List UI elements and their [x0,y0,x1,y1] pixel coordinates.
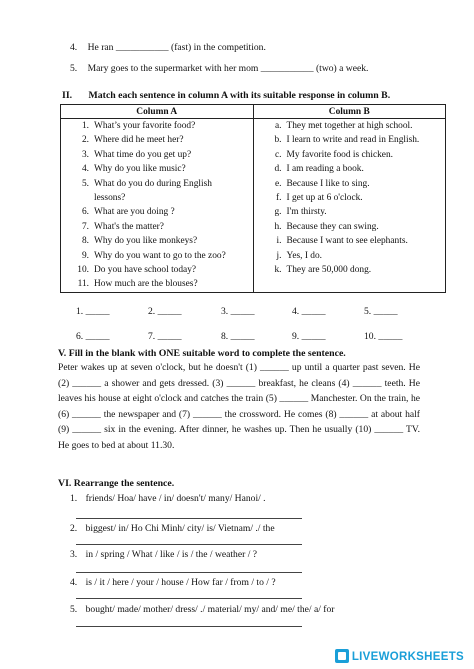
item-number: c. [274,149,282,160]
item-text: Where did he meet her? [94,135,184,146]
rearrange-item-4 [70,577,276,588]
col_a-row [67,220,253,234]
item-number [67,191,94,205]
item-number: 5. [70,604,78,615]
answer-blank-7[interactable]: 7. _____ [148,331,182,342]
section-2-roman: II. [62,90,73,101]
col_a-row [67,205,253,219]
answer-blank-10[interactable]: 10. _____ [364,331,403,342]
item-text: What’s your favorite food? [94,121,196,131]
col_b-row [260,234,446,248]
top-item-4 [70,42,266,53]
item-text: Why do you like music? [94,164,186,175]
item-number: f. [276,192,282,203]
item-number: 8. [81,236,89,247]
column-a [61,119,254,293]
item-text: Mary goes to the supermarket with her mom ___________ (two) a week. [87,63,369,74]
item-text: What do you do during English [94,178,212,189]
item-text: My favorite food is chicken. [286,149,393,160]
item-number: 4. [70,42,78,53]
col_b-row [260,119,446,133]
item-number: 7. [81,221,89,232]
item-number: 10. [77,264,89,275]
item-number: 11. [77,279,89,290]
item-text: I learn to write and read in English. [286,135,420,146]
item-number: k. [274,264,282,275]
item-number: 3. [70,549,78,560]
item-number: a. [274,121,282,131]
item-text: Do you have school today? [94,264,197,275]
answer-blank-1[interactable]: 1. _____ [76,306,110,317]
item-text: Because I like to sing. [286,178,370,189]
answer-blank-5[interactable]: 5. _____ [364,306,398,317]
answer-blank-3[interactable]: 3. _____ [221,306,255,317]
answer-blank-2[interactable]: 2. _____ [148,306,182,317]
answer-line-5[interactable] [76,626,302,627]
col_a-row [67,249,253,263]
rearrange-item-1 [70,493,266,504]
col_a-row [67,177,253,191]
answer-blank-4[interactable]: 4. _____ [292,306,326,317]
section-6-title: VI. Rearrange the sentence. [58,478,175,489]
col_b-row [260,191,446,205]
item-text: I am reading a book. [286,164,364,175]
item-number: 1. [81,121,89,131]
item-number: 5. [81,178,89,189]
item-text: friends/ Hoa/ have / in/ doesn't/ many/ Hanoi/ . [85,493,266,504]
col_b-row [260,205,446,219]
top-item-5 [70,63,368,74]
item-text: What time do you get up? [94,149,192,160]
item-text: is / it / here / your / house / How far / from / to / ? [85,577,276,588]
item-number: 2. [81,135,89,146]
column-a-header: Column A [61,105,254,119]
item-number: j. [276,250,282,261]
col_a-row [67,234,253,248]
item-text: biggest/ in/ Ho Chi Minh/ city/ is/ Vietnam/ ./ the [85,523,275,534]
item-number [260,277,287,291]
item-text: I'm thirsty. [286,207,327,218]
item-text: He ran ___________ (fast) in the competition. [87,42,266,53]
col_a-row [67,133,253,147]
item-number: 4. [81,164,89,175]
matching-table [60,104,446,293]
column-b [253,119,446,293]
item-number: 9. [81,250,89,261]
item-text: in / spring / What / like / is / the / weather / ? [85,549,258,560]
item-text: Yes, I do. [286,250,323,261]
item-text: I get up at 6 o'clock. [286,192,363,203]
item-text: They met together at high school. [286,121,413,131]
col_b-row [260,277,446,291]
col_b-row [260,249,446,263]
section-2-title: Match each sentence in column A with its suitable response in column B. [88,90,391,101]
item-text: lessons? [94,192,126,203]
item-text: Because they can swing. [286,221,379,232]
item-text: Why do you want to go to the zoo? [94,250,226,261]
liveworksheets-logo[interactable] [335,649,464,663]
item-number: b. [274,135,282,146]
section-5-paragraph: Peter wakes up at seven o'clock, but he doesn't (1) ______ up until a quarter past seven. He (2) ______ a shower and gets dressed. (3) ______ breakfast, he cleans (4) ______ teeth. He leaves his house at eight o'clock and catches the train (5) ______ Manchester. On the train, he (6) ______ the newspaper and (7) ______ the crossword. He comes (8) ______ at about half (9) ______ six in the evening. After dinner, he washes up. Then he usually (10) ______ TV. He goes to bed at about 11.30. [58,362,420,451]
item-text: Why do you like monkeys? [94,236,198,247]
col_a-row [67,191,253,205]
item-text: How much are the blouses? [94,279,198,290]
logo-text: LIVEWORKSHEETS [351,651,464,663]
col_a-row [67,148,253,162]
rearrange-item-5 [70,604,334,615]
item-number: i. [276,236,282,247]
rearrange-item-3 [70,549,257,560]
col_a-row [67,263,253,277]
item-text: bought/ made/ mother/ dress/ ./ material/ my/ and/ me/ the/ a/ for [85,604,335,615]
col_b-row [260,133,446,147]
col_b-row [260,162,446,176]
col_a-row [67,277,253,291]
answer-line-4[interactable] [76,598,302,599]
answer-line-3[interactable] [76,572,302,573]
item-text: They are 50,000 dong. [286,264,372,275]
item-number: 3. [81,149,89,160]
col_a-row [67,119,253,133]
item-number: 4. [70,577,78,588]
item-number: 2. [70,523,78,534]
answer-blank-6[interactable]: 6. _____ [76,331,110,342]
item-number: g. [274,207,282,218]
item-text: Because I want to see elephants. [286,236,408,247]
rearrange-item-2 [70,523,275,534]
col_b-row [260,148,446,162]
answer-blank-9[interactable]: 9. _____ [292,331,326,342]
item-number: 6. [81,207,89,218]
col_a-row [67,162,253,176]
liveworksheets-logo-icon [335,649,349,663]
item-number: 1. [70,493,78,504]
answer-line-2[interactable] [76,544,302,545]
col_b-row [260,177,446,191]
col_b-row [260,263,446,277]
answer-line-1[interactable] [76,518,302,519]
item-number: e. [274,178,282,189]
section-2-heading [62,90,390,101]
item-number: d. [274,164,282,175]
item-text: What's the matter? [94,221,164,232]
section-5-title: V. Fill in the blank with ONE suitable word to complete the sentence. [58,348,346,359]
column-b-header: Column B [253,105,446,119]
item-number: h. [274,221,282,232]
item-text: What are you doing ? [94,207,175,218]
answer-blank-8[interactable]: 8. _____ [221,331,255,342]
col_b-row [260,220,446,234]
item-number: 5. [70,63,78,74]
